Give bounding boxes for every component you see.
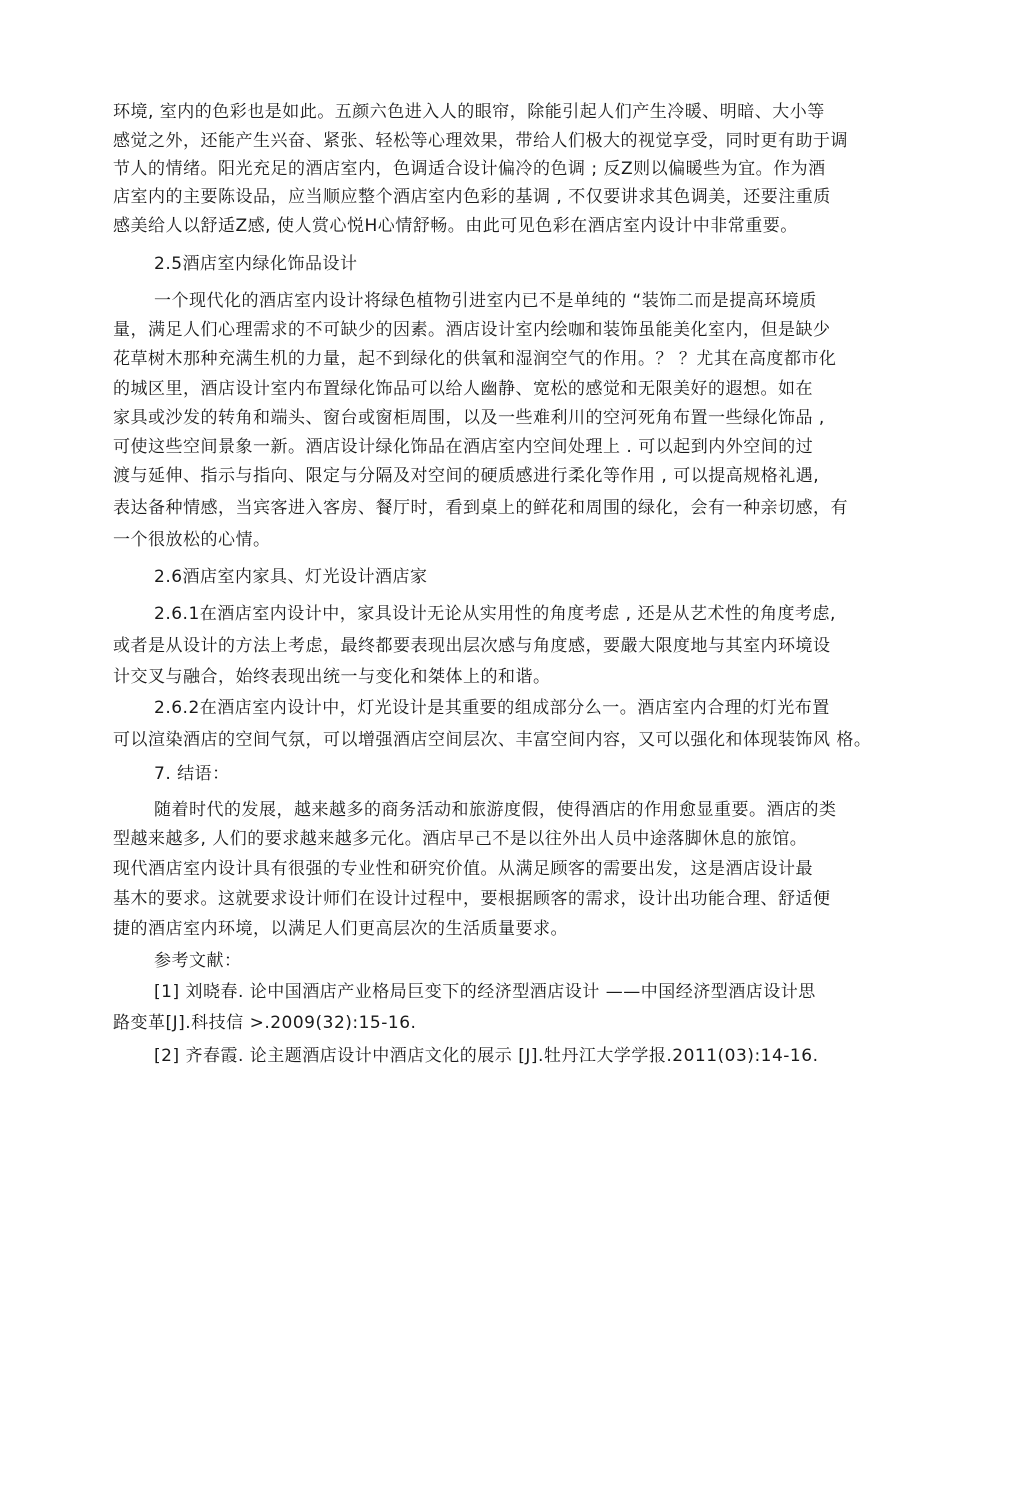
section-heading: 2.6酒店室内家具、灯光设计酒店家 [154,567,428,587]
text-line: 花草树木那种充满生机的力量，起不到绿化的供氧和湿润空气的作用。？ ？尤其在高度都市化 [113,349,837,369]
text-line: 感美给人以舒适Z感, 使人赏心悦H心情舒畅。由此可见色彩在酒店室内设计中非常重要。 [113,216,798,236]
text-line: 家具或沙发的转角和端头、窗台或窗柜周围，以及一些难利川的空河死角布置一些绿化饰品 , [113,408,825,428]
text-line: 渡与延伸、指示与指向、限定与分隔及对空间的硬质感进行柔化等作用 , 可以提高规格礼遇, [113,466,820,486]
text-line: 型越来越多, 人们的要求越来越多元化。酒店早己不是以往外出人员中途落脚休息的旅馆。 [113,829,808,849]
text-line: 2.6.1在酒店室内设计中，家具设计无论从实用性的角度考虑 , 还是从艺术性的角度考虑, [154,604,836,624]
text-line: 量，满足人们心理需求的不可缺少的因素。酒店设计室内绘咖和装饰虽能美化室内，但是缺少 [113,320,831,340]
text-line: 环境, 室内的色彩也是如此。五颜六色进入人的眼帘，除能引起人们产生冷暖、明暗、大小等 [113,102,825,122]
text-line: 基木的要求。这就要求设计师们在设计过程中，要根据顾客的需求，设计出功能合理、舒适便 [113,889,831,909]
references-heading: 参考文献： [154,951,242,971]
text-line: 随着时代的发展，越来越多的商务活动和旅游度假，使得酒店的作用愈显重要。酒店的类 [154,800,837,820]
text-line: 2.6.2在酒店室内设计中，灯光设计是其重要的组成部分么一。酒店室内合理的灯光布置 [154,698,830,718]
reference-item: 路变革[J].科技信 >.2009(32):15-16. [113,1013,417,1033]
text-line: 可使这些空间景象一新。酒店设计绿化饰品在酒店室内空间处理上 . 可以起到内外空间的过 [113,437,814,457]
text-line: 的城区里，酒店设计室内布置绿化饰品可以给人幽静、宽松的感觉和无限美好的遐想。如在 [113,379,813,399]
text-line: 或者是从设计的方法上考虑，最终都要表现出层次感与角度感，要嚴大限度地与其室内环境设 [113,636,831,656]
text-line: 一个很放松的心情。 [113,530,271,550]
text-line: 一个现代化的酒店室内设计将绿色植物引进室内已不是单纯的 “装饰二而是提高环境质 [154,291,817,311]
reference-item: [2] 齐春霞. 论主题酒店设计中酒店文化的展示 [J].牡丹江大学学报.2011(03):14-16. [154,1046,819,1066]
text-line: 店室内的主要陈设品，应当顺应整个酒店室内色彩的基调 , 不仅要讲求其色调美，还要注重质 [113,187,831,207]
text-line: 捷的酒店室内环境，以满足人们更高层次的生活质量要求。 [113,919,568,939]
text-line: 感觉之外，还能产生兴奋、紧张、轻松等心理效果，带给人们极大的视觉享受，同时更有助于调 [113,131,848,151]
text-line: 可以渲染酒店的空间气氛，可以增强酒店空间层次、丰富空间内容，又可以强化和体现装饰风 格。 [113,730,872,750]
section-heading: 2.5酒店室内绿化饰品设计 [154,254,358,274]
text-line: 计交叉与融合，始终表现出统一与变化和桀体上的和谐。 [113,667,551,687]
text-line: 现代酒店室内设计具有很强的专业性和研究价值。从满足顾客的需要出发，这是酒店设计最 [113,859,813,879]
section-heading: 7. 结语： [154,764,230,784]
text-line: 表达备种情感，当宾客进入客房、餐厅时，看到桌上的鲜花和周围的绿化，会有一种亲切感，有 [113,498,848,518]
reference-item: [1] 刘晓春. 论中国酒店产业格局巨变下的经济型酒店设计 ——中国经济型酒店设计思 [154,982,816,1002]
text-line: 节人的情绪。阳光充足的酒店室内，色调适合设计偏冷的色调 ; 反Z则以偏暖些为宜。作为酒 [113,159,826,179]
